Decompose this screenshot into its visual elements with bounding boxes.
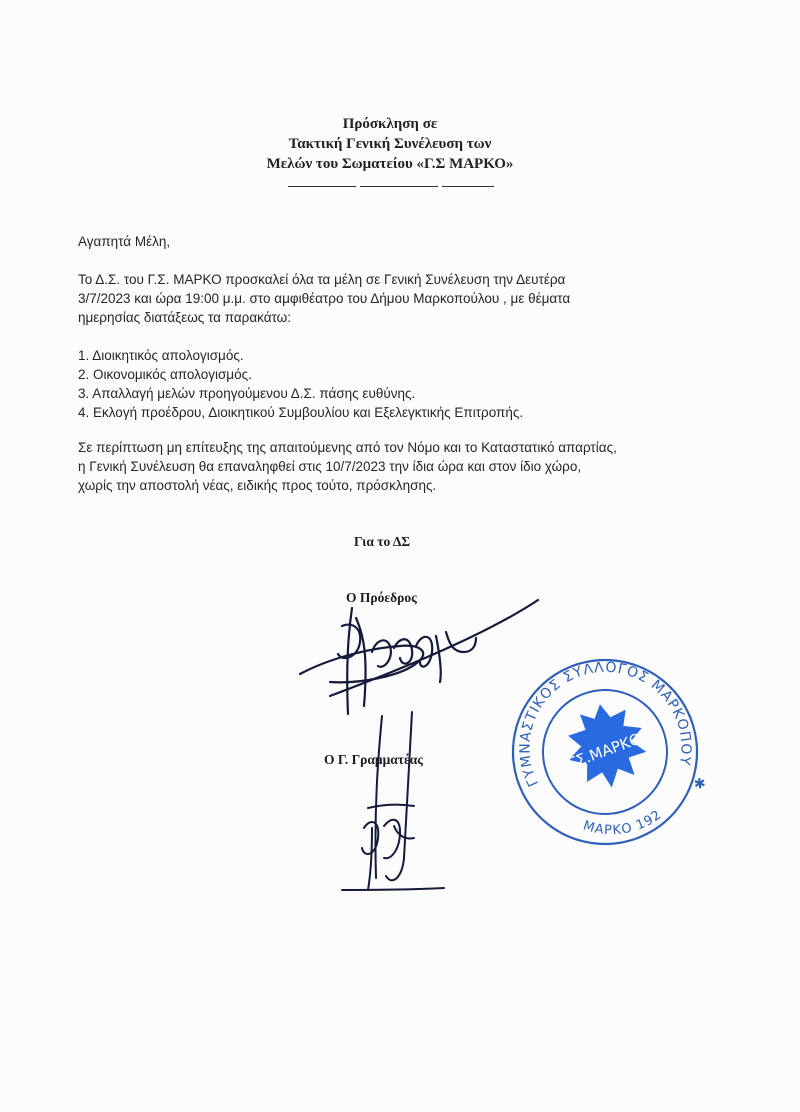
secretary-label: Ο Γ. Γραμματέας [324,752,423,767]
quorum-line-3: χωρίς την αποστολή νέας, ειδικής προς τούτο, πρόσκλησης. [78,478,437,493]
intro-paragraph [78,270,718,327]
title-underline-1 [288,186,356,187]
stamp-center-text: ΓΣ.ΜΑΡΚΟ [565,729,644,773]
title-line-2: Τακτική Γενική Συνέλευση των [288,136,492,152]
intro-line-3: ημερησίας διατάξεως τα παρακάτω: [78,310,291,325]
agenda-item: 2. Οικονομικός απολογισμός. [78,367,252,382]
intro-line-1: Το Δ.Σ. του Γ.Σ. ΜΑΡΚΟ προσκαλεί όλα τα μέλη σε Γενική Συνέλευση την Δευτέρα [78,272,566,287]
secretary-signature [334,708,454,898]
quorum-line-2: η Γενική Συνέλευση θα επαναληφθεί στις 10/7/2023 την ίδια ώρα και στον ίδιο χώρο, [78,459,582,474]
salutation: Αγαπητά Μέλη, [78,234,171,249]
star-icon: ✱ [693,775,707,793]
title-line-3: Μελών του Σωματείου «Γ.Σ ΜΑΡΚΟ» [266,156,514,172]
president-label: Ο Πρόεδρος [346,590,417,605]
title-line-1: Πρόσκληση σε [342,116,438,132]
agenda-item: 1. Διοικητικός απολογισμός. [78,348,244,363]
title-underline-3 [442,186,494,187]
for-board-label: Για το ΔΣ [354,534,411,549]
quorum-line-1: Σε περίπτωση μη επίτευξης της απαιτούμενης από τον Νόμο και το Καταστατικό απαρτίας, [78,440,617,455]
club-stamp [498,652,712,852]
document-title [180,114,600,174]
agenda-item: 4. Εκλογή προέδρου, Διοικητικού Συμβουλίου και Εξελεγκτικής Επιτροπής. [78,405,524,420]
quorum-paragraph [78,438,718,495]
agenda-list [78,346,718,422]
intro-line-2: 3/7/2023 και ώρα 19:00 μ.μ. στο αμφιθέατρο του Δήμου Μαρκοπούλου , με θέματα [78,291,571,306]
stamp-ring-text: ΓΥΜΝΑΣΤΙΚΟΣ ΣΥΛΛΟΓΟΣ ΜΑΡΚΟΠΟΥΛΟΥ [517,659,694,789]
title-underline-2 [360,186,438,187]
stamp-bottom-text: ΜΑΡΚΟ 1927 [581,807,665,839]
agenda-item: 3. Απαλλαγή μελών προηγούμενου Δ.Σ. πάσης ευθύνης. [78,386,416,401]
